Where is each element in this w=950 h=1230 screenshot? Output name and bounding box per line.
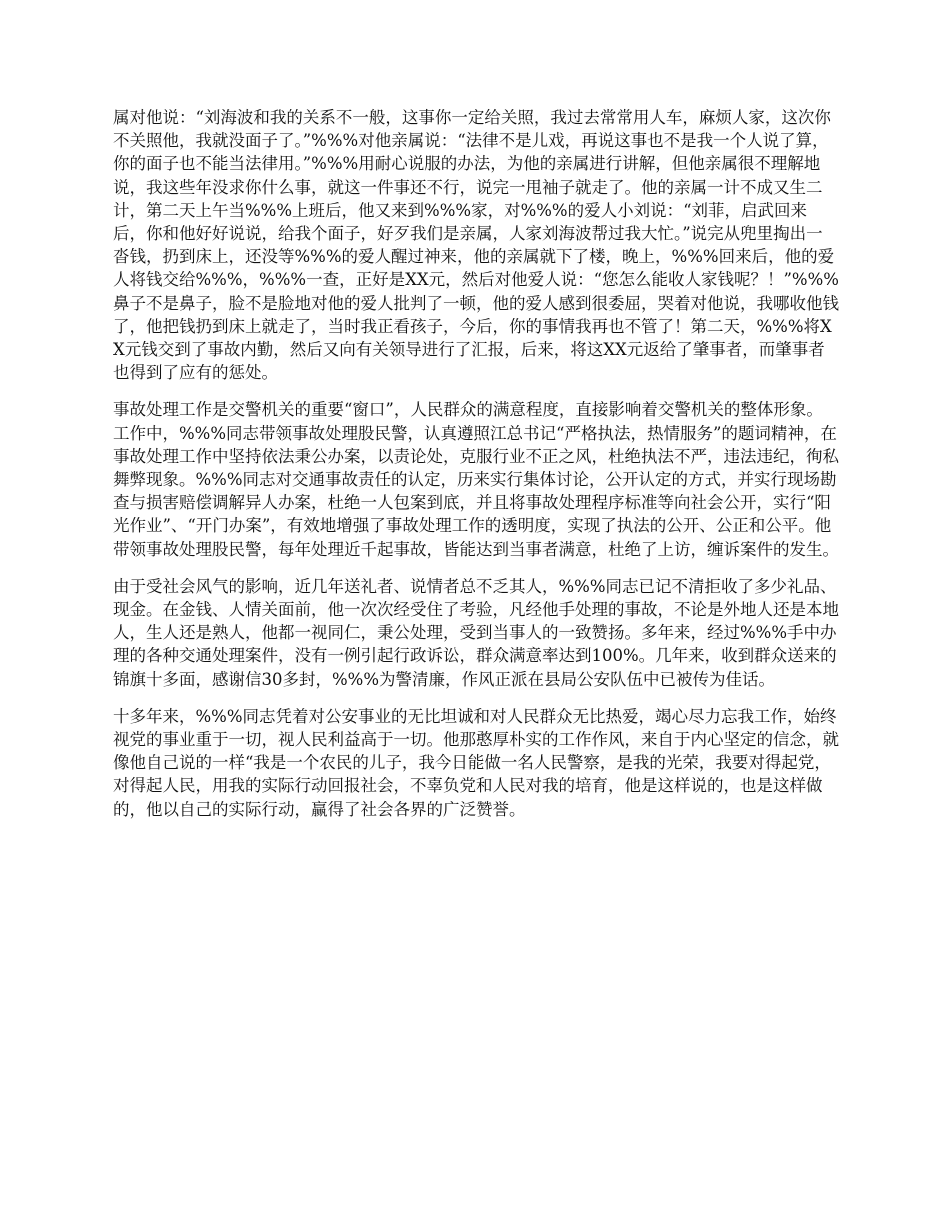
- paragraph-3: 由于受社会风气的影响，近几年送礼者、说情者总不乏其人，%%%同志已记不清拒收了多少礼品、现金。在金钱、人情关面前，他一次次经受住了考验，凡经他手处理的事故，不论是外地人还是本地人，生人还是熟人，他都一视同仁，秉公处理，受到当事人的一致赞扬。多年来，经过%%%手中办理的各种交通处理案件，没有一例引起行政诉讼，群众满意率达到100%。几年来，收到群众送来的锦旗十多面，感谢信30多封，%%%为警清廉，作风正派在县局公安队伍中已被传为佳话。: [113, 576, 839, 689]
- paragraph-2: 事故处理工作是交警机关的重要“窗口”，人民群众的满意程度，直接影响着交警机关的整体形象。工作中，%%%同志带领事故处理股民警，认真遵照江总书记“严格执法，热情服务”的题词精神，在事故处理工作中坚持依法秉公办案，以责论处，克服行业不正之风，杜绝执法不严，违法违纪，徇私舞弊现象。%%%同志对交通事故责任的认定，历来实行集体讨论，公开认定的方式，并实行现场勘查与损害赔偿调解异人办案，杜绝一人包案到底，并且将事故处理程序标准等向社会公开，实行“阳光作业”、“开门办案”，有效地增强了事故处理工作的透明度，实现了执法的公开、公正和公平。他带领事故处理股民警，每年处理近千起事故，皆能达到当事者满意，杜绝了上访，缠诉案件的发生。: [113, 400, 839, 559]
- document-body: [113, 106, 839, 835]
- paragraph-1: 属对他说：“刘海波和我的关系不一般，这事你一定给关照，我过去常常用人车，麻烦人家，这次你不关照他，我就没面子了。”%%%对他亲属说：“法律不是儿戏，再说这事也不是我一个人说了算，你的面子也不能当法律用。”%%%用耐心说服的办法，为他的亲属进行讲解，但他亲属很不理解地说，我这些年没求你什么事，就这一件事还不行，说完一甩袖子就走了。他的亲属一计不成又生二计，第二天上午当%%%上班后，他又来到%%%家，对%%%的爱人小刘说：“刘菲，启武回来后，你和他好好说说，给我个面子，好歹我们是亲属，人家刘海波帮过我大忙。”说完从兜里掏出一沓钱，扔到床上，还没等%%%的爱人醒过神来，他的亲属就下了楼，晚上，%%%回来后，他的爱人将钱交给%%%，%%%一查，正好是XX元，然后对他爱人说：“您怎么能收人家钱呢？！”%%%鼻子不是鼻子，脸不是脸地对他的爱人批判了一顿，他的爱人感到很委屈，哭着对他说，我哪收他钱了，他把钱扔到床上就走了，当时我正看孩子，今后，你的事情我再也不管了！第二天，%%%将XX元钱交到了事故内勤，然后又向有关领导进行了汇报，后来，将这XX元返给了肇事者，而肇事者也得到了应有的惩处。: [113, 108, 839, 383]
- paragraph-4: 十多年来，%%%同志凭着对公安事业的无比坦诚和对人民群众无比热爱，竭心尽力忘我工作，始终视党的事业重于一切，视人民利益高于一切。他那憨厚朴实的工作作风，来自于内心坚定的信念，就像他自己说的一样“我是一个农民的儿子，我今日能做一名人民警察，是我的光荣，我要对得起党，对得起人民，用我的实际行动回报社会，不辜负党和人民对我的培育，他是这样说的，也是这样做的，他以自己的实际行动，赢得了社会各界的广泛赞誉。: [113, 706, 839, 819]
